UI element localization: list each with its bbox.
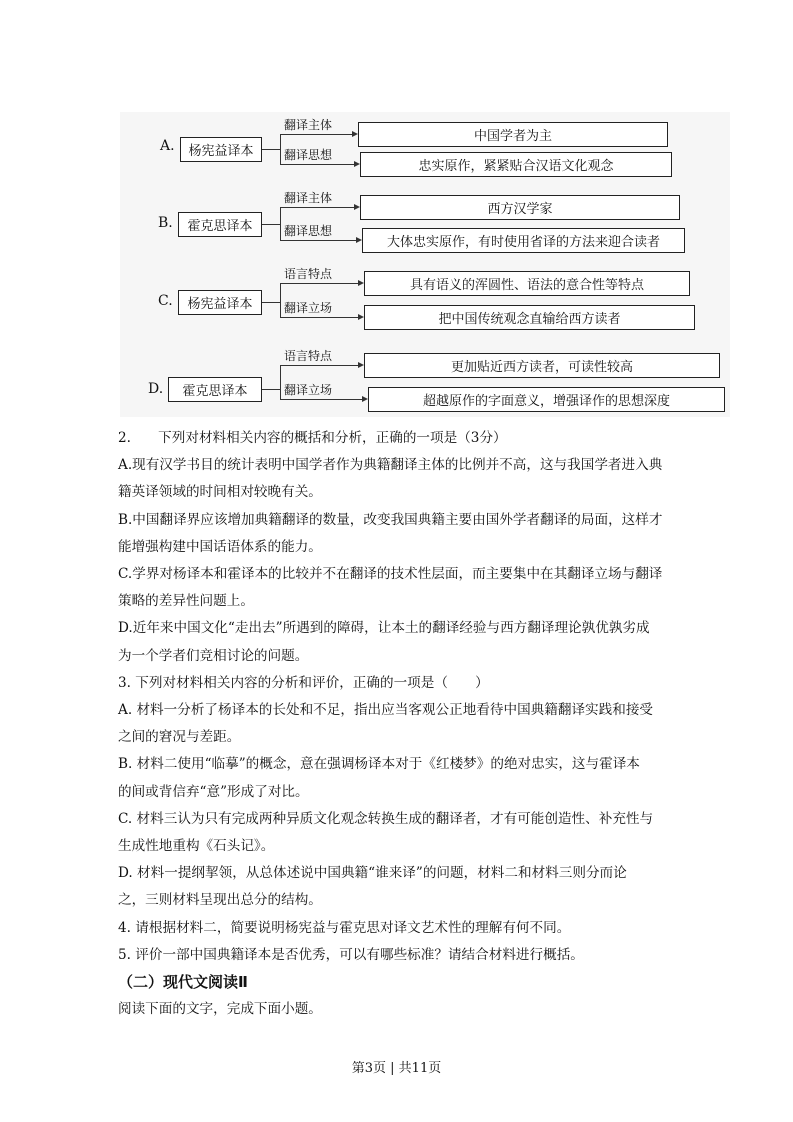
branch-label: 翻译思想: [284, 148, 333, 162]
text-line: 为一个学者们竞相讨论的问题。: [118, 647, 309, 664]
text-line: 5. 评价一部中国典籍译本是否优秀，可以有哪些标准？请结合材料进行概括。: [118, 946, 584, 963]
arrow-line: [280, 164, 354, 165]
text-line: D.近年来中国文化“走出去”所遇到的障碍，让本土的翻译经验与西方翻译理论孰优孰劣成: [118, 620, 650, 637]
text-line: A.现有汉学书目的统计表明中国学者作为典籍翻译主体的比例并不高，这与我国学者进入典: [118, 457, 663, 474]
branch-label: 语言特点: [284, 267, 333, 281]
branch-value-box: 西方汉学家: [360, 195, 680, 220]
connector-line: [262, 389, 280, 390]
connector-line: [262, 149, 280, 150]
connector-line: [280, 134, 281, 164]
connector-line: [262, 302, 280, 303]
arrow-line: [280, 240, 356, 241]
branch-value-box: 具有语义的浑圆性、语法的意合性等特点: [364, 271, 690, 296]
text-line: A. 材料一分析了杨译本的长处和不足，指出应当客观公正地看待中国典籍翻译实践和接受: [118, 702, 654, 719]
option-letter: B.: [158, 215, 173, 231]
branch-label: 翻译立场: [284, 301, 333, 315]
text-line: 之间的窘况与差距。: [118, 729, 241, 746]
source-box: 霍克思译本: [178, 212, 262, 237]
source-box: 杨宪益译本: [178, 290, 262, 315]
text-line: 3. 下列对材料相关内容的分析和评价，正确的一项是（ ）: [118, 674, 489, 691]
text-line: 2. 下列对材料相关内容的概括和分析，正确的一项是（3分）: [118, 430, 507, 446]
branch-value-box: 把中国传统观念直输给西方读者: [364, 305, 695, 330]
question-text: [118, 425, 688, 1023]
text-line: 籍英译领域的时间相对较晚有关。: [118, 484, 322, 501]
option-letter: A.: [160, 138, 175, 154]
text-line: 生成性地重构《石头记》。: [118, 838, 275, 855]
text-line: 的间或背信弃“意”形成了对比。: [118, 783, 309, 800]
text-line: B. 材料二使用“临摹”的概念，意在强调杨译本对于《红楼梦》的绝对忠实，这与霍译本: [118, 756, 640, 773]
branch-label: 翻译思想: [284, 224, 333, 238]
arrow-line: [280, 399, 362, 400]
branch-value-box: 超越原作的字面意义，增强译作的思想深度: [368, 387, 725, 412]
branch-label: 翻译主体: [284, 118, 333, 132]
text-line: 4. 请根据材料二，简要说明杨宪益与霍克思对译文艺术性的理解有何不同。: [118, 919, 571, 936]
text-line: C. 材料三认为只有完成两种异质文化观念转换生成的翻译者，才有可能创造性、补充性与: [118, 810, 654, 827]
source-box: 杨宪益译本: [180, 137, 262, 162]
arrow-line: [280, 134, 352, 135]
branch-label: 翻译立场: [284, 383, 333, 397]
text-line: 能增强构建中国话语体系的能力。: [118, 538, 322, 555]
connector-line: [280, 283, 281, 317]
answer-option-diagrams: [120, 112, 730, 417]
branch-label: 语言特点: [284, 349, 333, 363]
instruction-text: 阅读下面的文字，完成下面小题。: [118, 1001, 322, 1018]
arrow-line: [280, 317, 358, 318]
branch-value-box: 中国学者为主: [358, 122, 668, 147]
text-line: 之，三则材料呈现出总分的结构。: [118, 892, 322, 909]
text-line: D. 材料一提纲挈领，从总体述说中国典籍“谁来译”的问题，材料二和材料三则分而论: [118, 865, 627, 882]
page-footer: 第3页 | 共11页: [351, 1061, 442, 1076]
text-line: B.中国翻译界应该增加典籍翻译的数量，改变我国典籍主要由国外学者翻译的局面，这样才: [118, 511, 663, 528]
arrow-line: [280, 283, 358, 284]
text-line: C.学界对杨译本和霍译本的比较并不在翻译的技术性层面，而主要集中在其翻译立场与翻译: [118, 566, 663, 583]
section-heading: （二）现代文阅读Ⅱ: [118, 973, 248, 992]
branch-value-box: 更加贴近西方读者，可读性较高: [364, 353, 720, 378]
connector-line: [280, 207, 281, 240]
option-letter: C.: [158, 293, 173, 309]
branch-value-box: 忠实原作，紧紧贴合汉语文化观念: [360, 152, 672, 177]
text-line: 策略的差异性问题上。: [118, 593, 254, 610]
connector-line: [280, 365, 281, 399]
source-box: 霍克思译本: [168, 377, 262, 402]
arrow-line: [280, 365, 358, 366]
branch-value-box: 大体忠实原作，有时使用省译的方法来迎合读者: [362, 228, 685, 253]
option-letter: D.: [148, 381, 164, 397]
branch-label: 翻译主体: [284, 191, 333, 205]
connector-line: [262, 224, 280, 225]
arrow-line: [280, 207, 354, 208]
